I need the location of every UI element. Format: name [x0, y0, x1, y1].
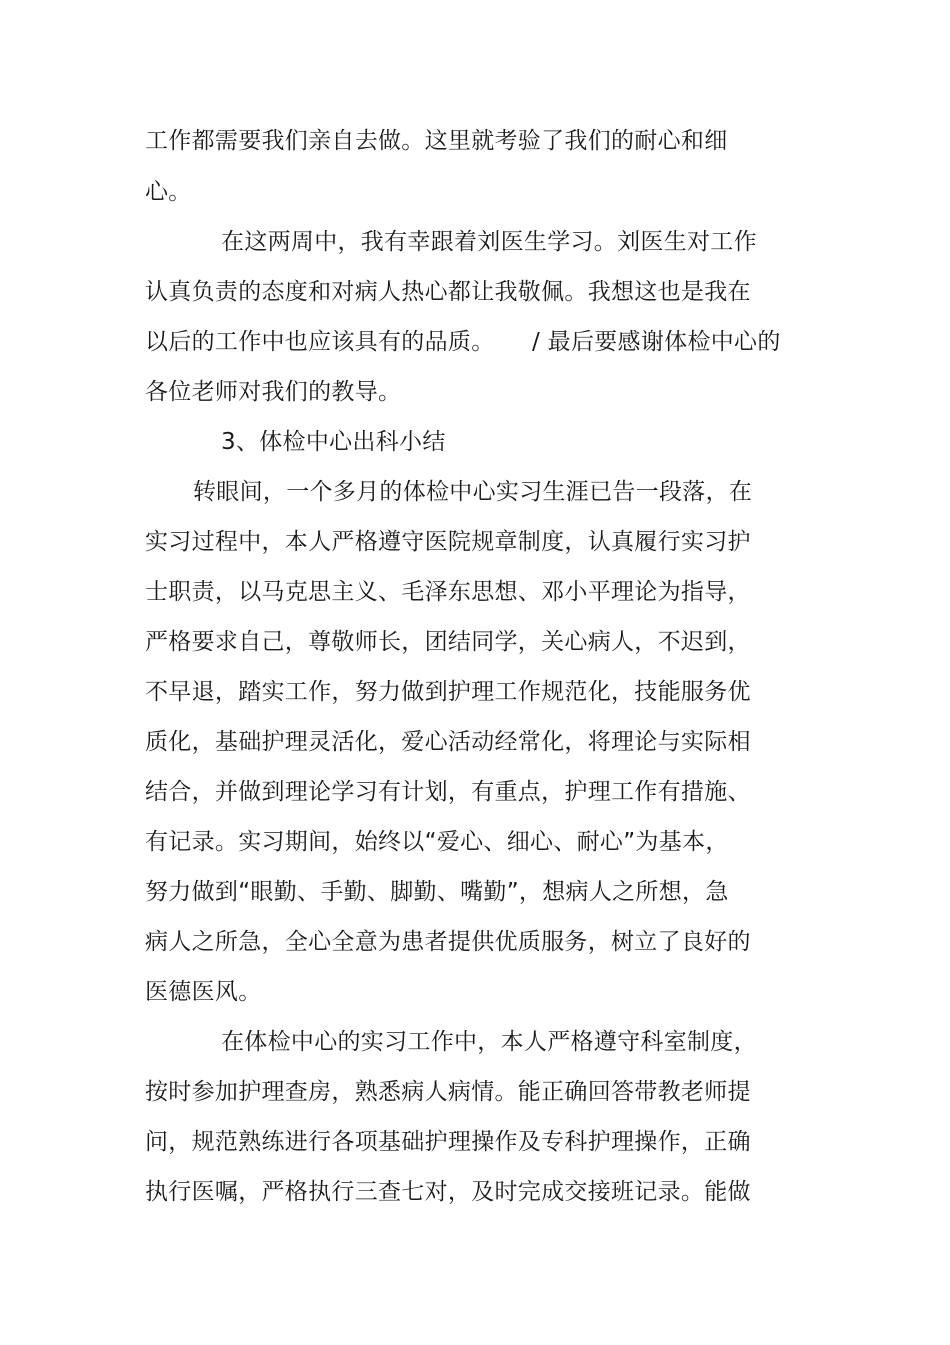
text-line: 以后的工作中也应该具有的品质。 — [145, 329, 495, 355]
text-line: 实习过程中，本人严格遵守医院规章制度，认真履行实习护 — [145, 529, 751, 555]
text-line: 不早退，踏实工作，努力做到护理工作规范化，技能服务优 — [145, 679, 751, 705]
text-line: 在这两周中，我有幸跟着刘医生学习。刘医生对工作 — [221, 229, 757, 255]
text-line: 有记录。实习期间，始终以“爱心、细心、耐心”为基本， — [145, 829, 729, 855]
text-line: 各位老师对我们的教导。 — [145, 379, 402, 405]
text-line: 病人之所急，全心全意为患者提供优质服务，树立了良好的 — [145, 929, 751, 955]
text-line: 转眼间，一个多月的体检中心实习生涯已告一段落，在 — [193, 479, 753, 505]
text-line: 心。 — [145, 179, 192, 205]
text-line: 士职责，以马克思主义、毛泽东思想、邓小平理论为指导， — [145, 579, 751, 605]
text-line: / 最后要感谢体检中心的 — [532, 329, 781, 355]
text-line: 按时参加护理查房，熟悉病人病情。能正确回答带教老师提 — [145, 1079, 751, 1105]
text-line: 医德医风。 — [145, 979, 262, 1005]
text-line: 质化，基础护理灵活化，爱心活动经常化，将理论与实际相 — [145, 729, 751, 755]
text-line: 工作都需要我们亲自去做。这里就考验了我们的耐心和细 — [145, 128, 728, 154]
text-line: 问，规范熟练进行各项基础护理操作及专科护理操作，正确 — [145, 1129, 751, 1155]
section-heading: 3、体检中心出科小结 — [221, 429, 446, 455]
text-line: 努力做到“眼勤、手勤、脚勤、嘴勤”，想病人之所想，急 — [145, 879, 729, 905]
text-line: 结合，并做到理论学习有计划，有重点，护理工作有措施、 — [145, 779, 751, 805]
text-line: 认真负责的态度和对病人热心都让我敬佩。我想这也是我在 — [145, 279, 751, 305]
text-line: 严格要求自己，尊敬师长，团结同学，关心病人，不迟到， — [145, 629, 751, 655]
text-line: 执行医嘱，严格执行三查七对，及时完成交接班记录。能做 — [145, 1179, 751, 1205]
text-line: 在体检中心的实习工作中，本人严格遵守科室制度， — [221, 1029, 757, 1055]
